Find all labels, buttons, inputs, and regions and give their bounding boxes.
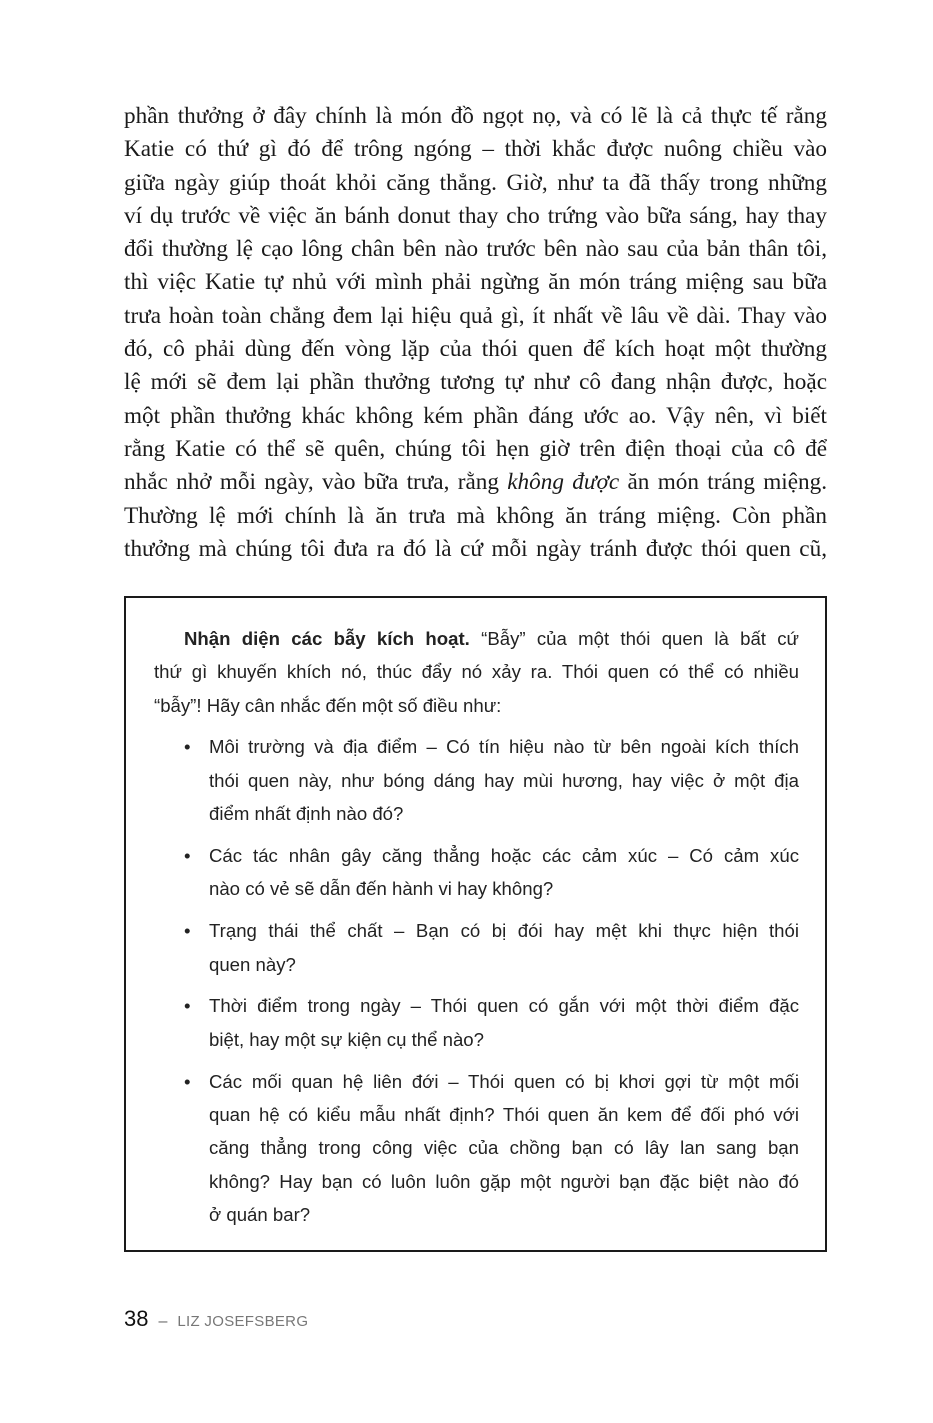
body-line: rằng Katie có thể sẽ quên, chúng tôi hẹn giờ trên điện thoại của cô để — [124, 435, 827, 462]
body-line: một phần thưởng khác không kém phần đáng ước ao. Vậy nên, vì biết — [124, 402, 827, 429]
body-line: ví dụ trước về việc ăn bánh donut thay cho trứng vào bữa sáng, hay thay — [124, 202, 827, 229]
list-item-line: không? Hay bạn có luôn luôn gặp một người bạn đặc biệt nào đó — [209, 1170, 799, 1192]
list-item-line: Trạng thái thể chất – Bạn có bị đói hay mệt khi thực hiện thói — [209, 920, 799, 942]
box-line — [154, 622, 799, 655]
list-item-line: căng thẳng trong công việc của chồng bạn có lây lan sang bạn — [209, 1137, 799, 1159]
list-item-line: nào có vẻ sẽ dẫn đến hành vi hay không? — [209, 878, 554, 900]
sidebar-box — [124, 596, 827, 1252]
text-run: ăn món tráng miệng. — [619, 469, 828, 496]
box-intro — [154, 622, 799, 722]
body-line: phần thưởng ở đây chính là món đồ ngọt nọ, và có lẽ là cả thực tế rằng — [124, 103, 827, 129]
body-line: Thường lệ mới chính là ăn trưa mà không ăn tráng miệng. Còn phần — [124, 502, 827, 529]
body-line — [124, 466, 827, 499]
body-line: lệ mới sẽ đem lại phần thưởng tương tự như cô đang nhận được, hoặc — [124, 369, 827, 396]
list-item — [154, 730, 799, 830]
list-item-line: quan hệ có kiểu mẫu nhất định? Thói quen ăn kem để đối phó với — [209, 1104, 799, 1126]
bullet-icon: • — [184, 1070, 191, 1092]
emphasis-text: không được — [507, 469, 620, 496]
list-item-line: Môi trường và địa điểm – Có tín hiệu nào từ bên ngoài kích thích — [209, 736, 799, 758]
list-item-line: Thời điểm trong ngày – Thói quen có gắn với một thời điểm đặc — [209, 995, 799, 1017]
page-footer — [124, 1306, 308, 1332]
list-item-line: Các tác nhân gây căng thẳng hoặc các cảm xúc – Có cảm xúc — [209, 844, 799, 866]
list-item — [154, 989, 799, 1056]
trigger-list — [154, 730, 799, 1231]
body-line: đổi thường lệ cạo lông chân bên nào trước bên nào sau của bản thân tôi, — [124, 236, 827, 263]
bullet-icon: • — [184, 995, 191, 1017]
list-item-line: biệt, hay một sự kiện cụ thể nào? — [209, 1028, 484, 1050]
body-line: đó, cô phải dùng đến vòng lặp của thói quen để kích hoạt một thường — [124, 336, 827, 363]
list-item — [154, 839, 799, 906]
list-item-line: Các mối quan hệ liên đới – Thói quen có bị khơi gợi từ một mối — [209, 1070, 799, 1092]
list-item-line: điểm nhất định nào đó? — [209, 802, 404, 824]
list-item-line: thói quen này, như bóng dáng hay mùi hương, hay việc ở một địa — [209, 769, 799, 791]
list-item — [154, 1065, 799, 1232]
body-line: Katie có thứ gì đó để trông ngóng – thời khắc được nuông chiều vào — [124, 136, 827, 163]
body-line: giữa ngày giúp thoát khỏi căng thẳng. Giờ, như ta đã thấy trong những — [124, 169, 827, 196]
bullet-icon: • — [184, 736, 191, 758]
bullet-icon: • — [184, 844, 191, 866]
list-item-line: ở quán bar? — [209, 1204, 311, 1226]
box-line: “bẫy”! Hãy cân nhắc đến một số điều như: — [154, 694, 502, 716]
box-line: thứ gì khuyến khích nó, thúc đẩy nó xảy ra. Thói quen có thể có nhiều — [154, 661, 799, 683]
footer-author: LIZ JOSEFSBERG — [177, 1313, 309, 1330]
box-heading: Nhận diện các bẫy kích hoạt. — [184, 628, 470, 649]
list-item-line: quen này? — [209, 953, 296, 975]
list-item — [154, 914, 799, 981]
box-text: “Bẫy” của một thói quen là bất cứ — [469, 628, 799, 649]
body-line: thưởng mà chúng tôi đưa ra đó là cứ mỗi ngày tránh được thói quen cũ, — [124, 535, 827, 562]
footer-separator: – — [158, 1313, 168, 1330]
body-line: thì việc Katie tự nhủ với mình phải ngừng ăn món tráng miệng sau bữa — [124, 269, 827, 296]
page-number: 38 — [124, 1306, 149, 1331]
body-text — [124, 100, 827, 566]
text-run: nhắc nhở mỗi ngày, vào bữa trưa, rằng — [124, 469, 508, 496]
body-line: trưa hoàn toàn chẳng đem lại hiệu quả gì, ít nhất về lâu về dài. Thay vào — [124, 302, 827, 329]
bullet-icon: • — [184, 920, 191, 942]
